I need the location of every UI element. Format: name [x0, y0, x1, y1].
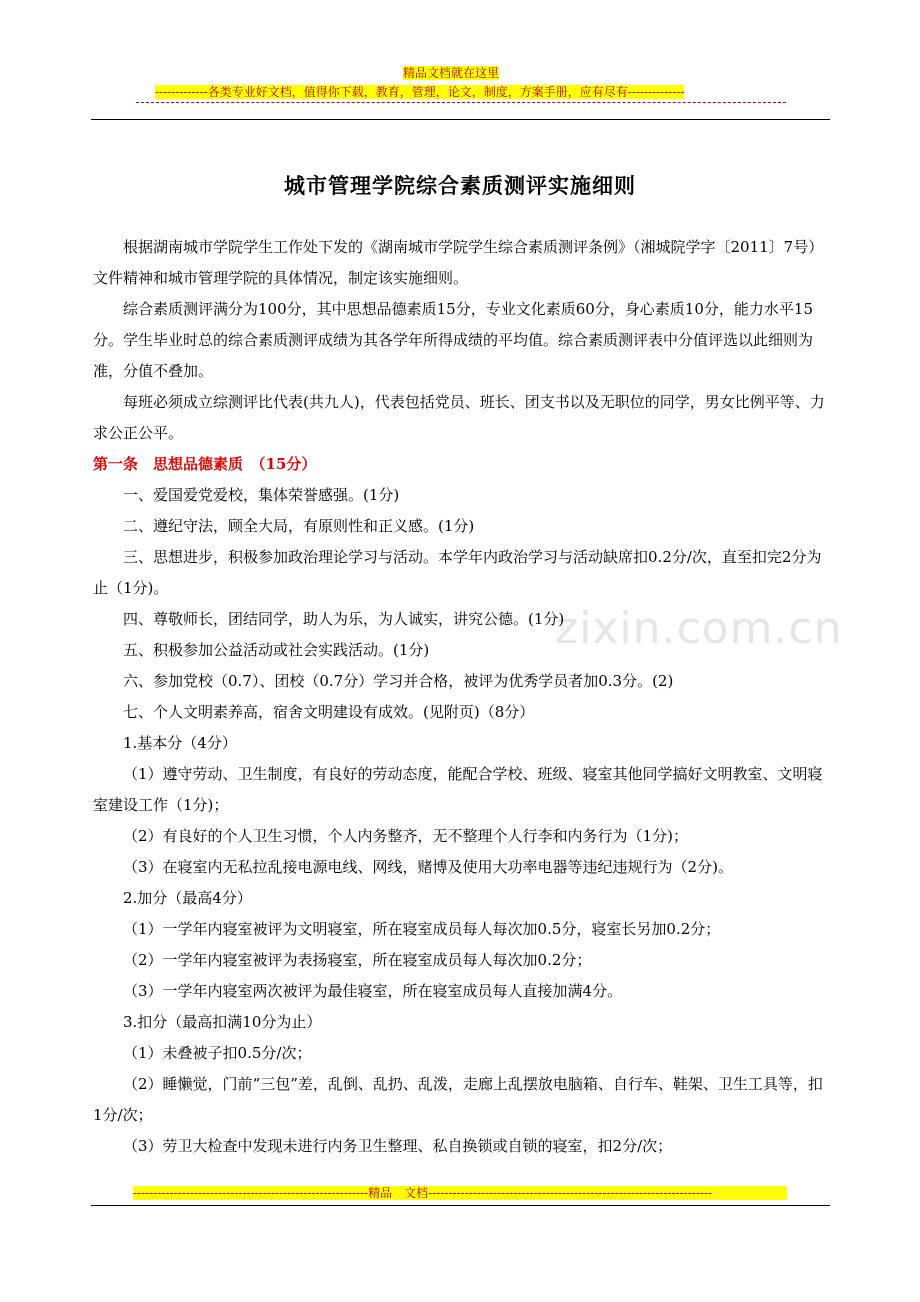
- list-item: 一、爱国爱党爱校，集体荣誉感强。(1分): [123, 486, 400, 504]
- intro-paragraph: 根据湖南城市学院学生工作处下发的《湖南城市学院学生综合素质测评条例》（湘城院学字〔2011〕7号）文件精神和城市管理学院的具体情况，制定该实施细则。: [93, 238, 824, 287]
- list-item: （1）未叠被子扣0.5分/次；: [123, 1044, 312, 1062]
- header-tagline: 精品文档就在这里: [403, 66, 500, 80]
- list-item: 六、参加党校（0.7）、团校（0.7分）学习并合格，被评为优秀学员者加0.3分。(2): [123, 672, 674, 690]
- subsection-heading: 3.扣分（最高扣满10分为止）: [123, 1013, 322, 1031]
- footer-rule: [91, 1205, 830, 1206]
- subsection-heading: 2.加分（最高4分）: [123, 889, 252, 907]
- list-item: 七、个人文明素养高，宿舍文明建设有成效。(见附页)（8分）: [123, 703, 535, 721]
- header-dashed-divider: [136, 102, 786, 113]
- list-item: （2）睡懒觉，门前“三包”差，乱倒、乱扔、乱泼，走廊上乱摆放电脑箱、自行车、鞋架、卫生工具等，扣 1分/次；: [93, 1075, 823, 1124]
- list-item: 四、尊敬师长，团结同学，助人为乐，为人诚实，讲究公德。(1分): [123, 610, 565, 628]
- list-item: （1）遵守劳动、卫生制度，有良好的劳动态度，能配合学校、班级、寝室其他同学搞好文明教室、文明寝室建设工作（1分)；: [93, 765, 823, 814]
- footer-banner: ----------------------------------------------------------精品 文档----------------------------------------------------------------------: [133, 1186, 787, 1200]
- intro-paragraph: 综合素质测评满分为100分，其中思想品德素质15分，专业文化素质60分，身心素质10分，能力水平15分。学生毕业时总的综合素质测评成绩为其各学年所得成绩的平均值。综合素质测评表中分值评选以此细则为准，分值不叠加。: [93, 300, 814, 380]
- list-item: 五、积极参加公益活动或社会实践活动。(1分): [123, 641, 430, 659]
- subsection-heading: 1.基本分（4分）: [123, 734, 237, 752]
- header-rule: [91, 119, 830, 120]
- list-item: （3）在寝室内无私拉乱接电源电线、网线，赌博及使用大功率电器等违纪违规行为（2分)。: [123, 858, 733, 876]
- list-item: （3）劳卫大检查中发现未进行内务卫生整理、私自换锁或自锁的寝室，扣2分/次；: [123, 1137, 673, 1155]
- header-banner: -------------各类专业好文档，值得你下载，教育，管理，论文，制度，方案手册，应有尽有--------------: [155, 85, 685, 99]
- list-item: （3）一学年内寝室两次被评为最佳寝室，所在寝室成员每人直接加满4分。: [123, 982, 623, 1000]
- list-item: （2）有良好的个人卫生习惯，个人内务整齐，无不整理个人行李和内务行为（1分)；: [123, 827, 688, 845]
- list-item: 三、思想进步，积极参加政治理论学习与活动。本学年内政治学习与活动缺席扣0.2分/次，直至扣完2分为止（1分)。: [93, 548, 822, 597]
- intro-paragraph: 每班必须成立综测评比代表(共九人)，代表包括党员、班长、团支书以及无职位的同学，男女比例平等、力求公正公平。: [93, 393, 825, 442]
- list-item: （1）一学年内寝室被评为文明寝室，所在寝室成员每人每次加0.5分，寝室长另加0.2分；: [123, 920, 721, 938]
- document-title: 城市管理学院综合素质测评实施细则: [284, 173, 636, 198]
- list-item: （2）一学年内寝室被评为表扬寝室，所在寝室成员每人每次加0.2分；: [123, 951, 592, 969]
- section-heading: 第一条 思想品德素质 （15分）: [93, 455, 317, 473]
- list-item: 二、遵纪守法，顾全大局，有原则性和正义感。(1分): [123, 517, 475, 535]
- document-body: [93, 232, 828, 1162]
- watermark: zixin.com.cn: [555, 603, 843, 654]
